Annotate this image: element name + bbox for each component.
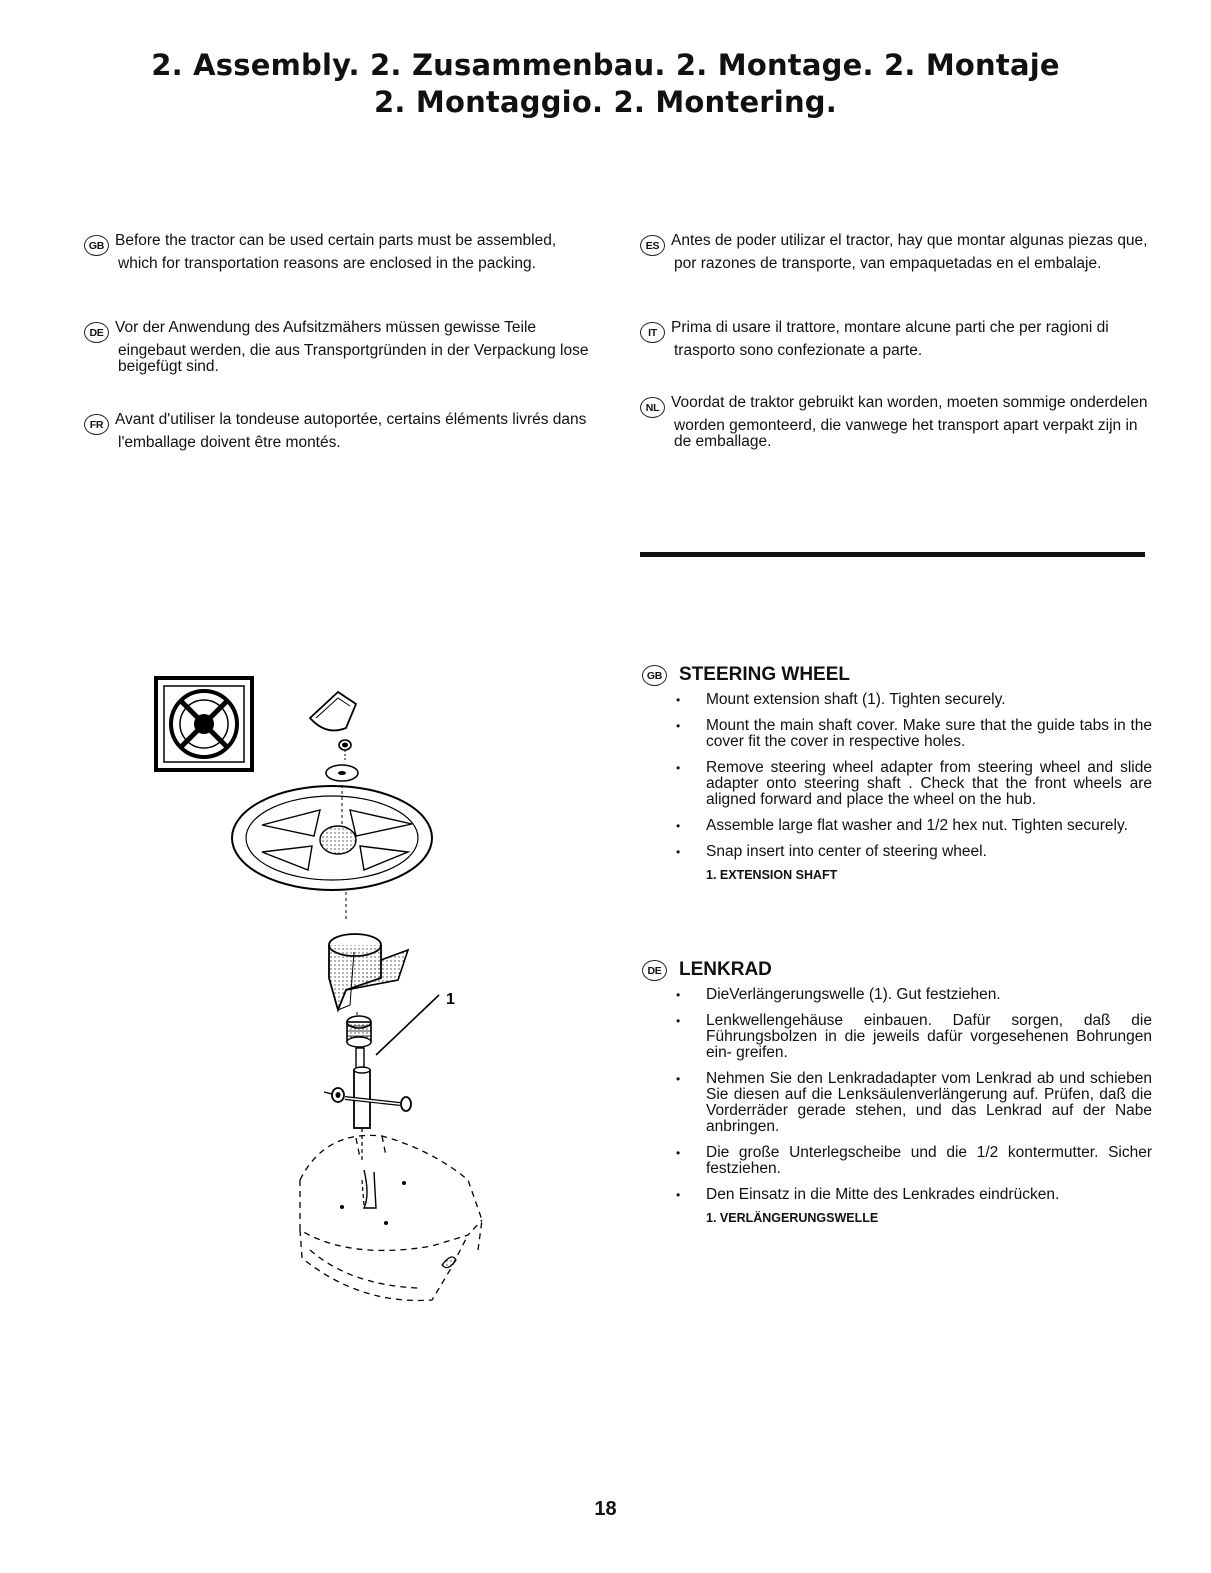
step-item: • Nehmen Sie den Lenkradadapter vom Lenkrad ab und schieben Sie diesen auf die Lenksäulenverlängerung auf. Prüfen, daß die Vorderräder gerade stehen, und das Lenkrad auf der Nabe anbringen. (706, 1071, 1152, 1135)
part-label-gb: 1. EXTENSION SHAFT (706, 868, 838, 882)
extension-shaft (354, 1048, 370, 1128)
step-item: • Mount extension shaft (1). Tighten securely. (706, 692, 1152, 708)
steering-assembly-illustration (150, 660, 490, 1310)
steering-wheel-heading: STEERING WHEEL (679, 664, 851, 685)
main-shaft-cover (329, 934, 408, 1010)
intro-it (640, 320, 1148, 359)
step-item: • Mount the main shaft cover. Make sure that the guide tabs in the cover fit the cover in respective holes. (706, 718, 1152, 750)
callout-leader-line (376, 995, 439, 1055)
insert-cap (310, 692, 356, 730)
page-title-line-2: 2. Montaggio. 2. Montering. (374, 85, 837, 119)
page-title-line-1: 2. Assembly. 2. Zusammenbau. 2. Montage. 2. Montaje (151, 48, 1060, 82)
intro-gb (84, 233, 590, 272)
de-language-badge: DE (84, 322, 109, 343)
steering-wheel (232, 785, 432, 890)
shaft-mount (340, 1128, 456, 1268)
step-item: • DieVerlängerungswelle (1). Gut festziehen. (706, 987, 1152, 1003)
page-number: 18 (594, 1498, 617, 1520)
hex-nut (339, 740, 351, 760)
step-item: • Den Einsatz in die Mitte des Lenkrades eindrücken. (706, 1187, 1152, 1203)
lock-nut (324, 1088, 344, 1102)
intro-it-text: Prima di usare il trattore, montare alcune parti che per ragioni di trasporto sono confezionate a parte. (671, 319, 1109, 359)
steering-wheel-section-de (642, 957, 1152, 1225)
step-item: • Snap insert into center of steering wheel. (706, 844, 1152, 860)
intro-fr-text: Avant d'utiliser la tondeuse autoportée, certains éléments livrés dans l'emballage doivent être montés. (115, 411, 587, 451)
intro-gb-text: Before the tractor can be used certain parts must be assembled, which for transportation reasons are enclosed in the packing. (115, 232, 557, 272)
steering-wheel-inset-icon (156, 678, 252, 770)
callout-number: 1 (446, 991, 455, 1008)
step-item: • Remove steering wheel adapter from steering wheel and slide adapter onto steering shaft . Check that the front wheels are aligned forward and place the wheel on the hub. (706, 760, 1152, 808)
step-item: • Assemble large flat washer and 1/2 hex nut. Tighten securely. (706, 818, 1152, 834)
section-heading-gb (642, 662, 1152, 688)
fr-language-badge: FR (84, 414, 109, 435)
steering-wheel-section-gb (642, 662, 1152, 882)
steps-list-gb (642, 692, 1152, 860)
it-language-badge: IT (640, 322, 665, 343)
de-language-badge: DE (642, 960, 667, 981)
intro-nl-text: Voordat de traktor gebruikt kan worden, moeten sommige onderdelen worden gemonteerd, die vanwege het transport apart verpakt zijn in de emballage. (671, 394, 1148, 450)
section-heading-de (642, 957, 1152, 983)
intro-es (640, 233, 1148, 272)
step-item: • Die große Unterlegscheibe und die 1/2 kontermutter. Sicher festziehen. (706, 1145, 1152, 1177)
steps-list-de (642, 987, 1152, 1203)
gb-language-badge: GB (642, 665, 667, 686)
flat-washer (326, 765, 358, 781)
steering-adapter (347, 1016, 371, 1047)
es-language-badge: ES (640, 235, 665, 256)
lenkrad-heading: LENKRAD (679, 959, 772, 980)
intro-es-text: Antes de poder utilizar el tractor, hay que montar algunas piezas que, por razones de transporte, van empaquetadas en el embalaje. (671, 232, 1148, 272)
intro-nl (640, 395, 1148, 450)
part-label-de: 1. VERLÄNGERUNGSWELLE (706, 1211, 879, 1225)
nl-language-badge: NL (640, 397, 665, 418)
gb-language-badge: GB (84, 235, 109, 256)
intro-fr (84, 412, 590, 451)
section-divider (640, 552, 1145, 557)
step-item: • Lenkwellengehäuse einbauen. Dafür sorgen, daß die Führungsbolzen in die jeweils dafür vorgesehenen Bohrungen ein- greifen. (706, 1013, 1152, 1061)
intro-de (84, 320, 590, 375)
intro-de-text: Vor der Anwendung des Aufsitzmähers müssen gewisse Teile eingebaut werden, die aus Transportgründen in der Verpackung lose beigefügt sind. (115, 319, 589, 375)
tractor-dashboard-outline (300, 1135, 482, 1300)
